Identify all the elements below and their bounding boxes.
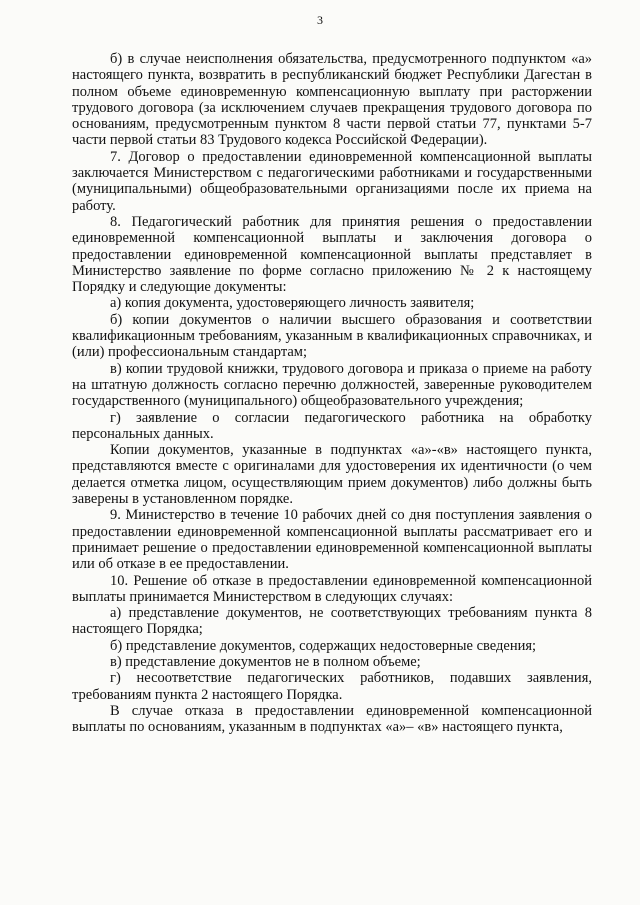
- paragraph-10: 10. Решение об отказе в предоставлении единовременной компенсационной выплаты принимается Министерством в следующих случаях:: [72, 572, 592, 605]
- document-body: [72, 51, 592, 735]
- list-item-8b: б) копии документов о наличии высшего образования и соответствии квалификационным требованиям, указанным в квалификационных справочниках, и (или) профессиональным стандартам;: [72, 311, 592, 361]
- list-item-10a: а) представление документов, не соответствующих требованиям пункта 8 настоящего Порядка;: [72, 605, 592, 638]
- paragraph-6b: б) в случае неисполнения обязательства, предусмотренного подпунктом «а» настоящего пункта, возвратить в республиканский бюджет Республики Дагестан в полном объеме единовременную компенсационную выплату при расторжении трудового договора (за исключением случаев прекращения трудового договора по основаниям, предусмотренным пунктом 8 части первой статьи 77, пунктами 5-7 части первой статьи 83 Трудового кодекса Российской Федерации).: [72, 51, 592, 149]
- paragraph-7: 7. Договор о предоставлении единовременной компенсационной выплаты заключается Министерством с педагогическими работниками и государственными (муниципальными) общеобразовательными организациями после их приема на работу.: [72, 148, 592, 214]
- list-item-10g: г) несоответствие педагогических работников, подавших заявления, требованиям пункта 2 настоящего Порядка.: [72, 670, 592, 703]
- list-item-10b: б) представление документов, содержащих недостоверные сведения;: [110, 637, 537, 654]
- list-item-8g: г) заявление о согласии педагогического работника на обработку персональных данных.: [72, 409, 592, 442]
- list-item-10v: в) представление документов не в полном объеме;: [110, 653, 421, 670]
- list-item-8a: а) копия документа, удостоверяющего личность заявителя;: [110, 295, 475, 312]
- paragraph-copies: Копии документов, указанные в подпунктах «а»-«в» настоящего пункта, представляются вместе с оригиналами для удостоверения их идентичности (о чем делается отметка лицом, осуществляющим прием документов) либо должны быть заверены в установленном порядке.: [72, 442, 592, 508]
- paragraph-9: 9. Министерство в течение 10 рабочих дней со дня поступления заявления о предоставлении единовременной компенсационной выплаты рассматривает его и принимает решение о предоставлении единовременной компенсационной выплаты или об отказе в ее предоставлении.: [72, 507, 592, 573]
- paragraph-8: 8. Педагогический работник для принятия решения о предоставлении единовременной компенсационной выплаты и заключения договора о предоставлении единовременной компенсационной выплаты представляет в Министерство заявление по форме согласно приложению № 2 к настоящему Порядку и следующие документы:: [72, 213, 592, 296]
- paragraph-refusal: В случае отказа в предоставлении единовременной компенсационной выплаты по основаниям, указанным в подпунктах «а»– «в» настоящего пункта,: [72, 702, 592, 736]
- list-item-8v: в) копии трудовой книжки, трудового договора и приказа о приеме на работу на штатную должность согласно перечню должностей, заверенные руководителем государственного (муниципального) общеобразовательного учреждения;: [72, 360, 592, 410]
- page-number: 3: [317, 13, 323, 27]
